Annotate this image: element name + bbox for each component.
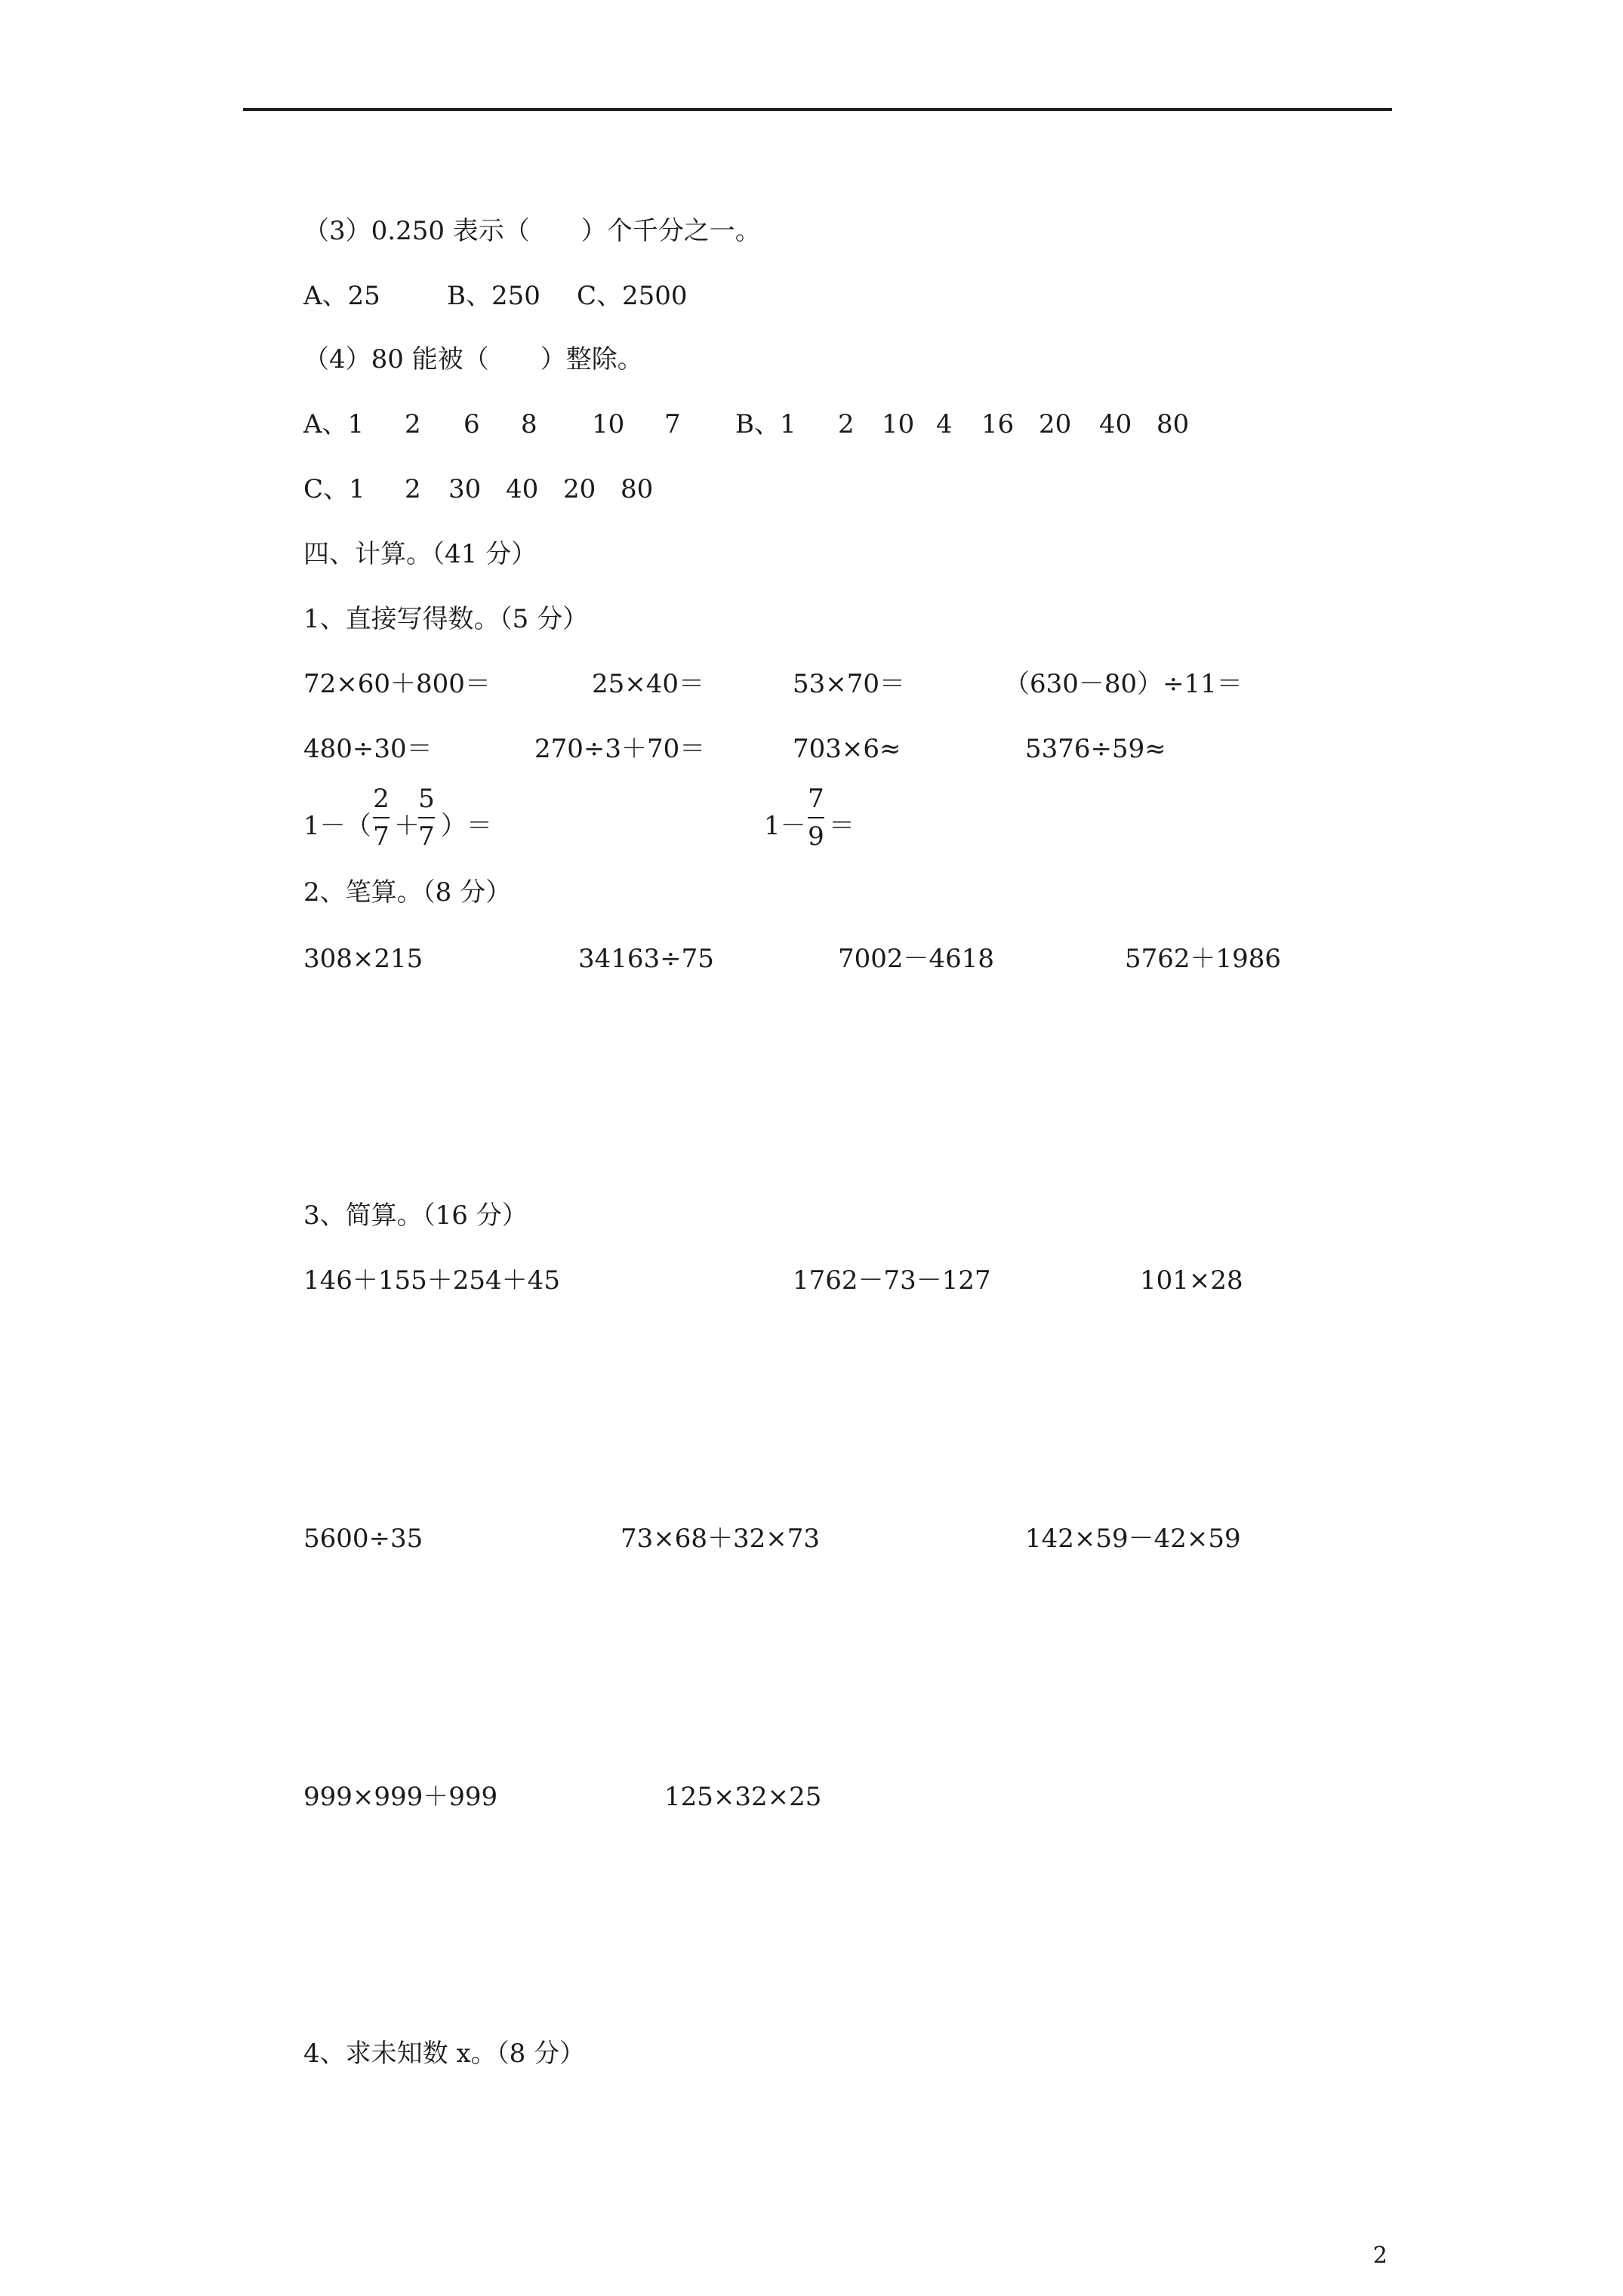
fraction-bar <box>373 817 390 818</box>
direct-calc-item: 25×40＝ <box>592 669 705 699</box>
plus-sign: ＋ <box>394 811 420 841</box>
page-number: 2 <box>1372 2242 1387 2269</box>
q4-option-b-value: 4 <box>936 409 953 439</box>
q4-option-b-value: 10 <box>882 409 915 439</box>
written-calc-item: 34163÷75 <box>578 944 714 974</box>
q4-option-b-value: 40 <box>1099 409 1132 439</box>
q4-option-a-value: 6 <box>463 409 480 439</box>
simplify-item: 101×28 <box>1140 1265 1243 1296</box>
numerator: 2 <box>373 784 390 814</box>
q4-option-a-value: 10 <box>592 409 625 439</box>
q4-option-a-value: 7 <box>664 409 681 439</box>
simplify-item: 5600÷35 <box>303 1524 423 1554</box>
numerator: 5 <box>418 784 435 814</box>
q4-option-c-value: 2 <box>405 474 421 504</box>
fraction-bar <box>808 817 824 818</box>
part-2-title: 2、笔算。（8 分） <box>303 877 512 908</box>
q4-option-a-value: 8 <box>521 409 537 439</box>
q4-option-c-label: C、1 <box>303 474 365 504</box>
numerator: 7 <box>808 784 824 814</box>
written-calc-item: 308×215 <box>303 944 423 974</box>
written-calc-item: 5762＋1986 <box>1125 944 1282 974</box>
part-3-title: 3、简算。（16 分） <box>303 1200 528 1231</box>
direct-calc-item: （630－80）÷11＝ <box>1004 669 1243 699</box>
direct-calc-item: 53×70＝ <box>793 669 906 699</box>
q4-option-b-value: 20 <box>1039 409 1072 439</box>
q4-option-b-label: B、1 <box>735 409 796 439</box>
written-calc-item: 7002－4618 <box>838 944 995 974</box>
question-4: （4）80 能被（ ）整除。 <box>303 344 643 374</box>
q4-option-c-value: 20 <box>563 474 596 504</box>
q4-option-c-value: 30 <box>448 474 482 504</box>
simplify-item: 999×999＋999 <box>303 1782 498 1812</box>
q3-option-c: C、2500 <box>577 281 688 311</box>
direct-calc-item: 270÷3＋70＝ <box>534 734 706 764</box>
part-4-title: 4、求未知数 x。（8 分） <box>303 2039 586 2069</box>
frac-expr-1-prefix: 1－（ <box>303 811 371 841</box>
denominator: 9 <box>808 821 824 852</box>
q4-option-a-value: 2 <box>405 409 421 439</box>
simplify-item: 146＋155＋254＋45 <box>303 1265 560 1296</box>
q3-option-a: A、25 <box>303 281 380 311</box>
fraction-2-7 <box>373 784 390 852</box>
simplify-item: 142×59－42×59 <box>1025 1524 1241 1554</box>
fraction-7-9 <box>808 784 824 852</box>
question-3: （3）0.250 表示（ ）个千分之一。 <box>303 216 761 246</box>
q4-option-b-value: 16 <box>981 409 1015 439</box>
fraction-5-7 <box>418 784 435 852</box>
denominator: 7 <box>373 821 390 852</box>
q4-option-c-value: 80 <box>621 474 654 504</box>
q4-option-b-value: 2 <box>838 409 855 439</box>
direct-calc-item: 480÷30＝ <box>303 734 433 764</box>
denominator: 7 <box>418 821 435 852</box>
direct-calc-item: 5376÷59≈ <box>1025 734 1166 764</box>
header-rule <box>243 108 1392 111</box>
fraction-bar <box>418 817 435 818</box>
simplify-item: 125×32×25 <box>664 1782 822 1812</box>
frac-expr-1-suffix: ）＝ <box>441 811 492 841</box>
q4-option-c-value: 40 <box>506 474 539 504</box>
frac-expr-2-prefix: 1－ <box>764 811 806 841</box>
q4-option-a-label: A、1 <box>303 409 365 439</box>
direct-calc-item: 703×6≈ <box>793 734 901 764</box>
q3-option-b: B、250 <box>447 281 540 311</box>
section-4-title: 四、计算。（41 分） <box>303 539 537 569</box>
frac-expr-2-suffix: ＝ <box>829 811 855 841</box>
simplify-item: 73×68＋32×73 <box>621 1524 821 1554</box>
part-1-title: 1、直接写得数。（5 分） <box>303 604 589 634</box>
direct-calc-item: 72×60＋800＝ <box>303 669 491 699</box>
simplify-item: 1762－73－127 <box>793 1265 991 1296</box>
q4-option-b-value: 80 <box>1156 409 1190 439</box>
